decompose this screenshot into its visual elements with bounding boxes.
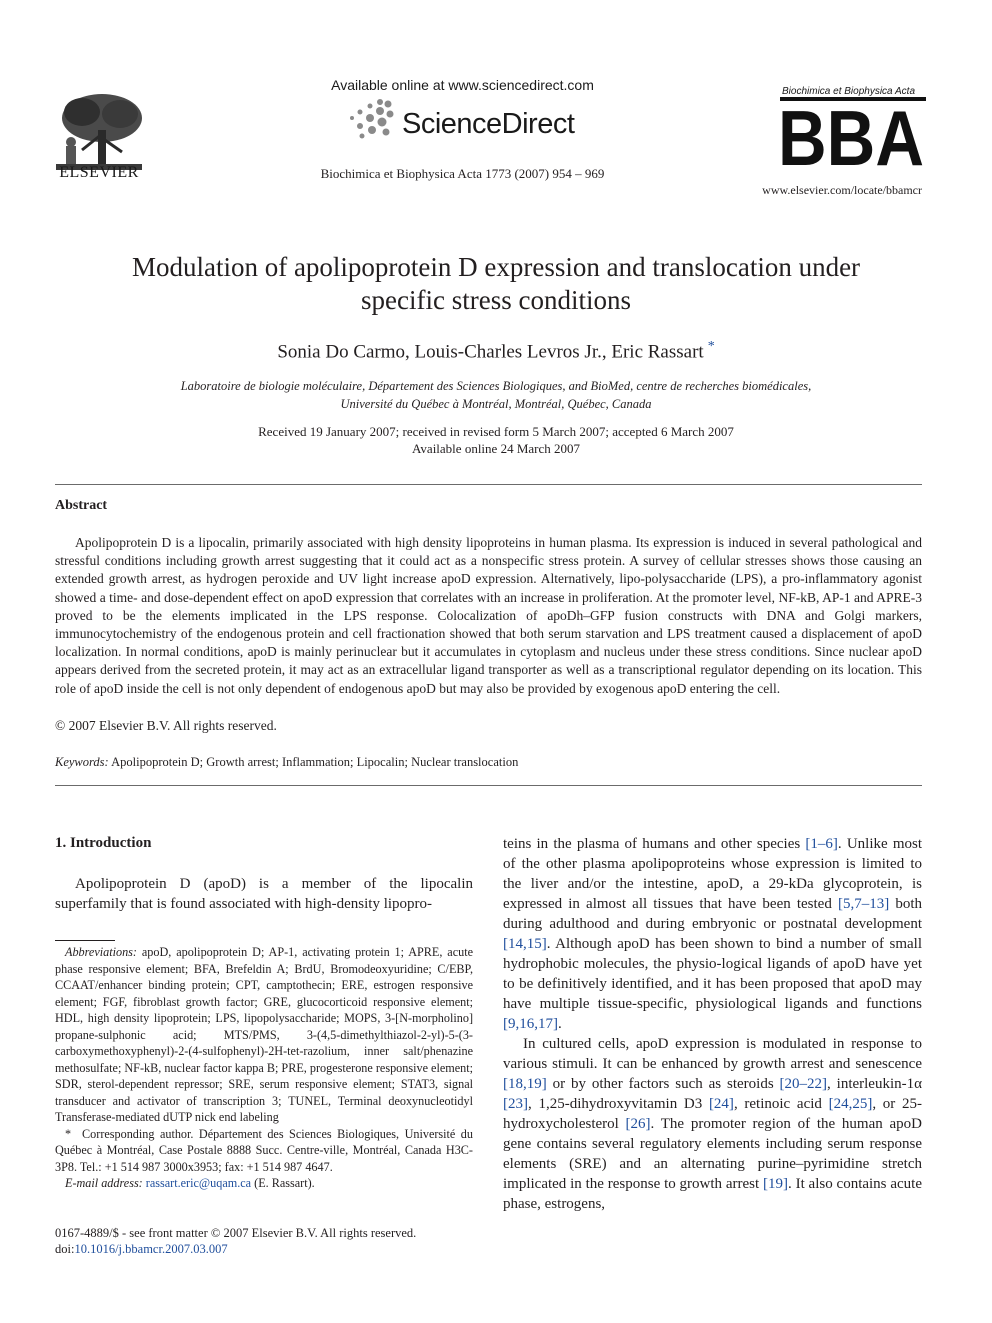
- text-run: , or 25-hydroxycholesterol: [503, 1096, 922, 1132]
- issn-line: 0167-4889/$ - see front matter © 2007 Elsevier B.V. All rights reserved.: [55, 1226, 417, 1240]
- bba-journal-name: Biochimica et Biophysica Acta: [782, 86, 916, 97]
- abbreviations-label: Abbreviations:: [65, 945, 137, 959]
- doi-label: doi:: [55, 1242, 75, 1256]
- ref-link-19[interactable]: [19]: [763, 1176, 788, 1192]
- abbreviations-text: apoD, apolipoprotein D; AP-1, activating protein 1; APRE, acute phase responsive element; BFA, Brefeldin A; BrdU, Bromodeoxyuridine; C/EBP, CCAAT/enhancer binding protein; CPT, camptothecin; ERE, estrogen responsive element; FGF, fibroblast growth factor; GRE, glucocorticoid responsive element; HDL, high density lipoprotein; LPS, lipopolysaccharide; MOPS, 3-[N-morpholino] propane-sulphonic acid; MTS/PMS, 3-(4,5-dimethylthiazol-2-yl)-5-(3-carboxymethoxyphenyl)-2-(4-sulfophenyl)-2H-tet-razolium, inner salt/phenazine methosulfate; NF-kB, nuclear factor kappa B; PRE, progesterone responsive element; SDR, sterol-dependent repressor; SRE, serum responsive element; STAT3, signal transducer and activator of transcription 3; TUNEL, Terminal deoxynucleotidyl Transferase-mediated dUTP nick end labeling: [55, 945, 474, 1124]
- footnotes: [55, 944, 473, 1192]
- available-online-date: Available online 24 March 2007: [412, 441, 580, 456]
- ref-link-24[interactable]: [24]: [708, 1096, 734, 1112]
- ref-link-9-16-17[interactable]: [9,16,17]: [503, 1016, 558, 1032]
- email-label: E-mail address:: [65, 1176, 143, 1190]
- bba-logo-graphic: [778, 94, 926, 182]
- ref-link-14-15[interactable]: [14,15]: [503, 936, 547, 952]
- email-link[interactable]: rassart.eric@uqam.ca: [145, 1176, 252, 1190]
- corresponding-footnote-marker: *: [65, 1126, 72, 1141]
- text-run: , retinoic acid: [733, 1096, 829, 1112]
- abstract-heading: Abstract: [55, 498, 108, 513]
- email-footnote: [55, 1175, 473, 1192]
- email-suffix: (E. Rassart).: [254, 1176, 315, 1190]
- elsevier-wordmark: ELSEVIER: [59, 164, 139, 181]
- text-run: .: [558, 1016, 562, 1032]
- doi-line: [55, 1241, 473, 1257]
- introduction-right-column: [503, 834, 922, 1214]
- text-run: , interleukin-1α: [827, 1076, 922, 1092]
- abstract-top-divider: [55, 484, 922, 485]
- intro-paragraph-2: [503, 1034, 922, 1214]
- text-run: both during adulthood and during embryonic or postnatal development: [503, 896, 923, 932]
- intro-paragraph-continued: [503, 834, 922, 1034]
- ref-link-5-7-13[interactable]: [5,7–13]: [837, 896, 890, 912]
- abstract-text: Apolipoprotein D is a lipocalin, primarily associated with high density lipoproteins in human plasma. Its expression is induced in several pathological and stressful conditions including growth arrest suggesting that it could act as a nonspecific stress protein. A survey of cellular stresses shows those causing an extended growth arrest, as hydrogen peroxide and UV light increase apoD expression. Alternatively, lipo-polysaccharide (LPS), a pro-inflammatory agonist showed a time- and dose-dependent effect on apoD expression that correlates with an increase in proliferation. At the promoter level, NF-kB, AP-1 and APRE-3 proved to be the elements implicated in the LPS response. Colocalization of apoDh–GFP fusion constructs with DNA and Golgi markers, immunocytochemistry of the endogenous protein and cell fractionation showed that both serum starvation and LPS treatment caused a displacement of apoD localization. In normal conditions, apoD is mainly perinuclear but it accumulates in cytoplasm and nucleus under these stress conditions. Since nuclear apoD appears derived from the secreted protein, it may act as an extracellular ligand transporter as well as a transcriptional regulator depending on its location. This role of apoD inside the cell is not only dependent of endogenous apoD but may also be provided by exogenous apoD entering the cell.: [55, 535, 922, 696]
- text-run: , 1,25-dihydroxyvitamin D3: [528, 1096, 709, 1112]
- available-online-note: Available online at www.sciencedirect.com: [331, 77, 594, 93]
- author-list: [60, 339, 932, 363]
- front-matter: [55, 1225, 473, 1257]
- corresponding-author-text: Corresponding author. Département des Sciences Biologiques, Université du Québec à Montréal, Case Postale 8888 Succ. Centre-ville, Montréal, Canada H3C-3P8. Tel.: +1 514 987 3000x3953; fax: +1 514 987 4647.: [55, 1126, 473, 1174]
- copyright-notice: © 2007 Elsevier B.V. All rights reserved.: [55, 718, 277, 733]
- ref-link-23[interactable]: [23]: [503, 1096, 528, 1112]
- affiliation-line-1: Laboratoire de biologie moléculaire, Département des Sciences Biologiques, and BioMed, centre de recherches biomédicales,: [180, 379, 812, 393]
- footnote-divider: [55, 940, 115, 941]
- ref-link-18-19[interactable]: [18,19]: [503, 1076, 547, 1092]
- bba-logo: [778, 94, 926, 182]
- ref-link-24-25[interactable]: [24,25]: [828, 1096, 873, 1112]
- corresponding-author-footnote: [55, 1126, 473, 1176]
- bba-letters: BBA: [778, 94, 924, 182]
- text-run: teins in the plasma of humans and other species: [503, 836, 806, 852]
- text-run: or by other factors such as steroids: [546, 1076, 780, 1092]
- keywords-list: Apolipoprotein D; Growth arrest; Inflammation; Lipocalin; Nuclear translocation: [111, 755, 519, 769]
- journal-citation: Biochimica et Biophysica Acta 1773 (2007) 954 – 969: [320, 166, 605, 181]
- keywords-label: Keywords:: [55, 755, 109, 769]
- text-run: . Although apoD has been shown to bind a number of small hydrophobic molecules, the physio-logical ligands of apoD have yet to be definitively identified, and it has been proposed that apoD may have multiple tissue-specific, physiological ligands and functions: [503, 936, 922, 1012]
- title-line-1: Modulation of apolipoprotein D expression and translocation under: [131, 252, 861, 282]
- text-run: In cultured cells, apoD expression is modulated in response to various stimuli. It can be enhanced by growth arrest and senescence: [503, 1036, 922, 1072]
- abstract-bottom-divider: [55, 785, 922, 786]
- introduction-left-paragraph: Apolipoprotein D (apoD) is a member of the lipocalin superfamily that is found associated with high-density lipopro-: [55, 876, 473, 912]
- keywords: [55, 755, 518, 770]
- title-line-2: specific stress conditions: [361, 285, 631, 315]
- ref-link-20-22[interactable]: [20–22]: [779, 1076, 828, 1092]
- article-title: [60, 251, 932, 317]
- authors-text: Sonia Do Carmo, Louis-Charles Levros Jr., Eric Rassart: [277, 341, 704, 363]
- ref-link-26[interactable]: [26]: [625, 1116, 651, 1132]
- doi-link[interactable]: 10.1016/j.bbamcr.2007.03.007: [74, 1242, 228, 1256]
- ref-link-1-6[interactable]: [1–6]: [805, 836, 838, 852]
- introduction-heading: 1. Introduction: [55, 835, 152, 851]
- abbreviations-footnote: [55, 944, 473, 1126]
- received-dates: Received 19 January 2007; received in revised form 5 March 2007; accepted 6 March 2007: [258, 424, 734, 439]
- sciencedirect-wordmark: ScienceDirect: [402, 108, 575, 140]
- corresponding-author-marker[interactable]: *: [707, 339, 715, 354]
- article-history: [60, 423, 932, 457]
- sciencedirect-dots-icon: [346, 98, 398, 140]
- affiliation: [60, 377, 932, 413]
- affiliation-line-2: Université du Québec à Montréal, Montréal, Québec, Canada: [340, 397, 652, 411]
- text-run: . It also contains acute phase, estrogens,: [503, 1176, 922, 1212]
- text-run: . Unlike most of the other plasma apolipoproteins whose expression is limited to the liver and/or the intestine, apoD, a 29-kDa glycoprotein, is expressed in almost all tissues that have been tested: [503, 836, 922, 912]
- journal-homepage-url[interactable]: www.elsevier.com/locate/bbamcr: [762, 183, 922, 197]
- text-run: . The promoter region of the human apoD gene contains several regulatory elements including serum response elements (SRE) and an alternating purine–pyrimidine stretch implicated in the response to growth arrest: [503, 1116, 922, 1192]
